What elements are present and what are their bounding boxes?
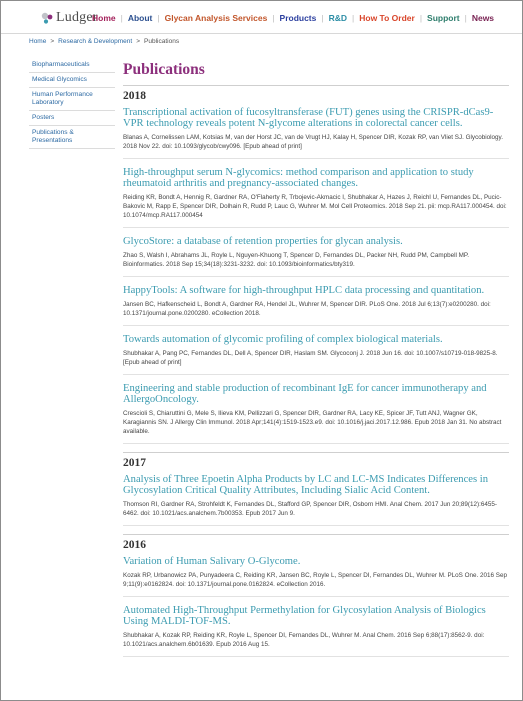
- nav-glycan-analysis-services[interactable]: Glycan Analysis Services: [164, 13, 268, 23]
- publication-title-link[interactable]: Variation of Human Salivary O-Glycome.: [123, 556, 301, 567]
- publication-item: [123, 474, 509, 526]
- year-heading: 2016: [123, 539, 146, 551]
- main-nav: Home | About | Glycan Analysis Services | Products | R&D | How To Order | Support | News: [92, 13, 495, 23]
- breadcrumb-research-development[interactable]: Research & Development: [58, 38, 133, 45]
- publication-title-link[interactable]: Automated High-Throughput Permethylation for Glycosylation Analysis of Biologics Using MALDI-TOF-MS.: [123, 605, 486, 627]
- publication-item: [123, 556, 509, 597]
- publication-title-link[interactable]: Analysis of Three Epoetin Alpha Products by LC and LC-MS Indicates Differences in Glycosylation Critical Quality Attributes, Including Sialic Acid Content.: [123, 474, 489, 496]
- year-heading: 2017: [123, 457, 146, 469]
- divider: [123, 452, 509, 453]
- publication-citation: Crescioli S, Chiaruttini G, Mele S, Ilieva KM, Pellizzari G, Spencer DIR, Gardner RA, Lacy KE, Spicer JF, Tutt ANJ, Wagner GK, Karagiannis SN. J Allergy Clin Immunol. 2018 Apr;141(4):1519-1523.e9. doi: 10.1016/j.jaci.2017.12.986. Epub 2018 Jan 31. No abstract available.: [123, 410, 502, 435]
- sidebar-item-biopharmaceuticals[interactable]: Biopharmaceuticals: [29, 58, 115, 73]
- breadcrumb-current: Publications: [144, 38, 180, 45]
- publication-citation: Jansen BC, Hafkenscheid L, Bondt A, Gardner RA, Hendel JL, Wuhrer M, Spencer DIR. PLoS One. 2018 Jul 6;13(7):e0200280. doi: 10.1371/journal.pone.0200280. eCollection 2018.: [123, 301, 491, 317]
- sidebar-item-posters[interactable]: Posters: [29, 111, 115, 126]
- sidebar-item-medical-glycomics[interactable]: Medical Glycomics: [29, 73, 115, 88]
- brand-name: Ludger: [56, 10, 98, 25]
- year-heading: 2018: [123, 90, 146, 102]
- publication-item: [123, 236, 509, 277]
- breadcrumb-separator: >: [50, 38, 55, 45]
- breadcrumb: [29, 38, 179, 45]
- breadcrumb-separator: >: [136, 38, 141, 45]
- publication-citation: Shubhakar A, Kozak RP, Reiding KR, Royle L, Spencer DI, Fernandes DL, Wuhrer M. Anal Chem. 2016 Sep 6;88(17):8562-9. doi: 10.1021/acs.analchem.6b01639. Epub 2016 Aug 15.: [123, 632, 485, 648]
- publication-title-link[interactable]: Transcriptional activation of fucosyltransferase (FUT) genes using the CRISPR-dCas9-VPR technology reveals potent N-glycome alterations in colorectal cancer cells.: [123, 107, 494, 129]
- logo[interactable]: [40, 10, 98, 26]
- main-content: [123, 61, 509, 665]
- publication-title-link[interactable]: Engineering and stable production of recombinant IgE for cancer immunotherapy and AllergoOncology.: [123, 383, 487, 405]
- publication-title-link[interactable]: GlycoStore: a database of retention properties for glycan analysis.: [123, 236, 403, 247]
- publication-citation: Kozak RP, Urbanowicz PA, Punyadeera C, Reiding KR, Jansen BC, Royle L, Spencer DI, Fernandes DL, Wuhrer M. PLoS One. 2016 Sep 9;11(9):e0162824. doi: 10.1371/journal.pone.0162824. eCollection 2016.: [123, 572, 507, 588]
- publication-citation: Shubhakar A, Pang PC, Fernandes DL, Dell A, Spencer DIR, Haslam SM. Glycoconj J. 2018 Jun 16. doi: 10.1007/s10719-018-9825-8. [Epub ahead of print]: [123, 350, 498, 366]
- nav-support[interactable]: Support: [427, 13, 460, 23]
- sidebar-item-publications-presentations[interactable]: Publications & Presentations: [29, 126, 115, 149]
- nav-how-to-order[interactable]: How To Order: [359, 13, 415, 23]
- publication-item: [123, 107, 509, 159]
- page-title: Publications: [123, 61, 205, 78]
- header: [1, 1, 522, 34]
- divider: [123, 534, 509, 535]
- divider: [123, 85, 509, 86]
- nav-news[interactable]: News: [471, 13, 495, 23]
- publication-citation: Reiding KR, Bondt A, Hennig R, Gardner RA, O'Flaherty R, Trbojevic-Akmacic I, Shubhakar A, Hazes J, Reichl U, Fernandes DL, Pucic-Bakovic M, Rapp E, Spencer DIR, Dolhain R, Rudd P, Lauc G, Wuhrer M. Mol Cell Proteomics. 2018 Sep 21. pii: mcp.RA117.000454. doi: 10.1074/mcp.RA117.000454: [123, 194, 507, 219]
- ludger-logo-icon: [40, 11, 54, 25]
- publication-item: [123, 285, 509, 326]
- publication-item: [123, 383, 509, 444]
- nav-products[interactable]: Products: [279, 13, 317, 23]
- publication-title-link[interactable]: High-throughput serum N-glycomics: method comparison and application to study rheumatoid arthritis and pregnancy-associated changes.: [123, 167, 474, 189]
- breadcrumb-home[interactable]: Home: [29, 38, 47, 45]
- sidebar: [29, 58, 115, 149]
- publication-item: [123, 334, 509, 375]
- publication-title-link[interactable]: HappyTools: A software for high-throughput HPLC data processing and quantitation.: [123, 285, 485, 296]
- publication-citation: Thomson RI, Gardner RA, Strohfeldt K, Fernandes DL, Stafford GP, Spencer DIR, Osborn HMI. Anal Chem. 2017 Jun 20;89(12):6455-6462. doi: 10.1021/acs.analchem.7b00353. Epub 2017 Jun 9.: [123, 501, 497, 517]
- nav-about[interactable]: About: [127, 13, 153, 23]
- publication-citation: Blanas A, Cornelissen LAM, Kotsias M, van der Horst JC, van de Vrugt HJ, Kalay H, Spencer DIR, Kozak RP, van Vliet SJ. Glycobiology. 2018 Nov 22. doi: 10.1093/glycob/cwy096. [Epub ahead of print]: [123, 134, 503, 150]
- nav-home[interactable]: Home: [92, 13, 116, 23]
- nav-rnd[interactable]: R&D: [328, 13, 348, 23]
- publication-title-link[interactable]: Towards automation of glycomic profiling of complex biological materials.: [123, 334, 443, 345]
- sidebar-item-human-performance-laboratory[interactable]: Human Performance Laboratory: [29, 88, 115, 111]
- publication-item: [123, 605, 509, 657]
- publication-citation: Zhao S, Walsh I, Abrahams JL, Royle L, Nguyen-Khuong T, Spencer D, Fernandes DL, Packer NH, Rudd PM, Campbell MP. Bioinformatics. 2018 Sep 15;34(18):3231-3232. doi: 10.1093/bioinformatics/bty319.: [123, 252, 470, 268]
- publication-item: [123, 167, 509, 228]
